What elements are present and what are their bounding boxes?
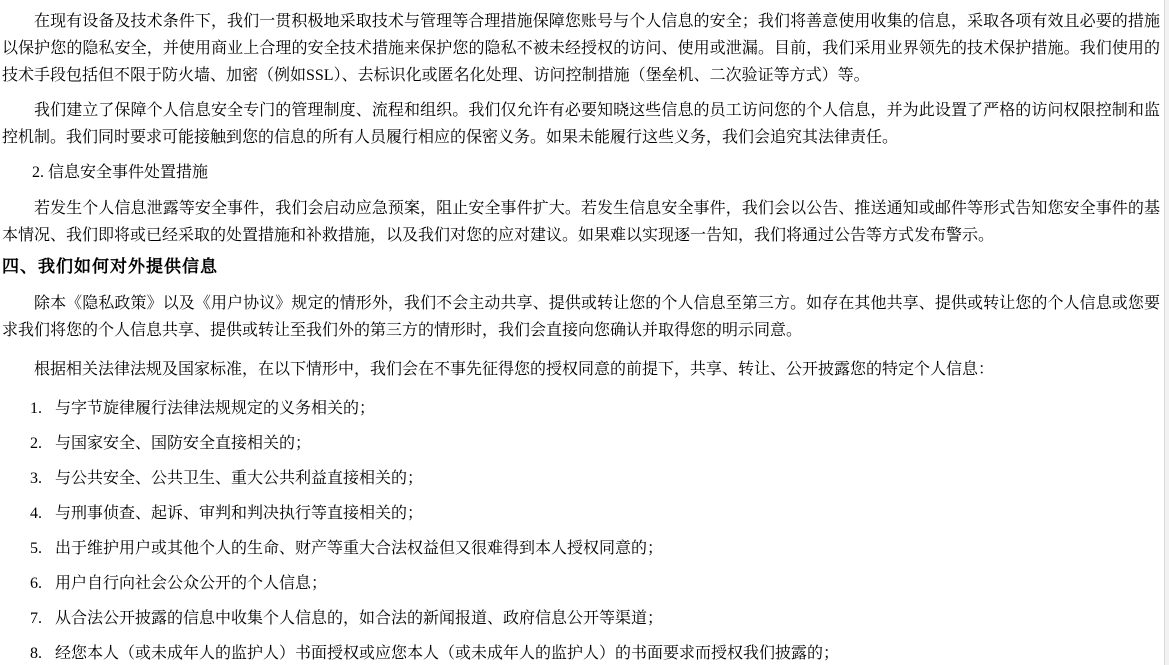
list-item: [2, 535, 1160, 562]
list-item-number: 6.: [30, 575, 42, 592]
list-item-text: 与国家安全、国防安全直接相关的；: [55, 435, 312, 452]
list-item-number: 3.: [30, 470, 42, 487]
page-right-edge-line: [1164, 0, 1169, 665]
para-security-management: 我们建立了保障个人信息安全专门的管理制度、流程和组织。我们仅允许有必要知晓这些信息的员工访问您的个人信息，并为此设置了严格的访问权限控制和监控机制。我们同时要求可能接触到您的信息的所有人员履行相应的保密义务。如果未能履行这些义务，我们会追究其法律责任。: [2, 102, 1160, 146]
list-item: [2, 605, 1160, 632]
list-item-number: 2.: [30, 435, 42, 452]
list-item-number: 5.: [30, 540, 42, 557]
list-item-text: 经您本人（或未成年人的监护人）书面授权或应您本人（或未成年人的监护人）的书面要求而授权我们披露的；: [55, 645, 840, 662]
subheading-security-incident-handling: 2. 信息安全事件处置措施: [32, 164, 209, 181]
section-heading-how-we-provide-info: 四、我们如何对外提供信息: [2, 257, 218, 276]
para-authorization-exceptions-intro: 根据相关法律法规及国家标准，在以下情形中，我们会在不事先征得您的授权同意的前提下，共享、转让、公开披露您的特定个人信息：: [34, 361, 995, 378]
para-third-party-sharing: 除本《隐私政策》以及《用户协议》规定的情形外，我们不会主动共享、提供或转让您的个人信息至第三方。如存在其他共享、提供或转让您的个人信息或您要求我们将您的个人信息共享、提供或转让至我们外的第三方的情形时，我们会直接向您确认并取得您的明示同意。: [2, 295, 1160, 339]
list-item: [2, 570, 1160, 597]
list-item-number: 8.: [30, 645, 42, 662]
list-item-number: 4.: [30, 505, 42, 522]
list-item-text: 用户自行向社会公众公开的个人信息；: [55, 575, 328, 592]
list-item-text: 与公共安全、公共卫生、重大公共利益直接相关的；: [55, 470, 424, 487]
list-item-text: 出于维护用户或其他个人的生命、财产等重大合法权益但又很难得到本人授权同意的；: [55, 540, 664, 557]
list-item-text: 与字节旋律履行法律法规规定的义务相关的；: [55, 400, 376, 417]
exception-list: [2, 395, 1160, 665]
para-security-measures: 在现有设备及技术条件下，我们一贯积极地采取技术与管理等合理措施保障您账号与个人信息的安全；我们将善意使用收集的信息，采取各项有效且必要的措施以保护您的隐私安全，并使用商业上合理的安全技术措施来保护您的隐私不被未经授权的访问、使用或泄漏。目前，我们采用业界领先的技术保护措施。我们使用的技术手段包括但不限于防火墙、加密（例如SSL）、去标识化或匿名化处理、访问控制措施（堡垒机、二次验证等方式）等。: [2, 13, 1160, 84]
list-item-number: 1.: [30, 400, 42, 417]
list-item: [2, 640, 1160, 665]
list-item: [2, 500, 1160, 527]
list-item: [2, 395, 1160, 422]
para-incident-handling: 若发生个人信息泄露等安全事件，我们会启动应急预案，阻止安全事件扩大。若发生信息安全事件，我们会以公告、推送通知或邮件等形式告知您安全事件的基本情况、我们即将或已经采取的处置措施和补救措施，以及我们对您的应对建议。如果难以实现逐一告知，我们将通过公告等方式发布警示。: [2, 200, 1160, 244]
list-item-text: 与刑事侦查、起诉、审判和判决执行等直接相关的；: [55, 505, 424, 522]
list-item-text: 从合法公开披露的信息中收集个人信息的，如合法的新闻报道、政府信息公开等渠道；: [55, 610, 664, 627]
list-item: [2, 465, 1160, 492]
list-item-number: 7.: [30, 610, 42, 627]
list-item: [2, 430, 1160, 457]
